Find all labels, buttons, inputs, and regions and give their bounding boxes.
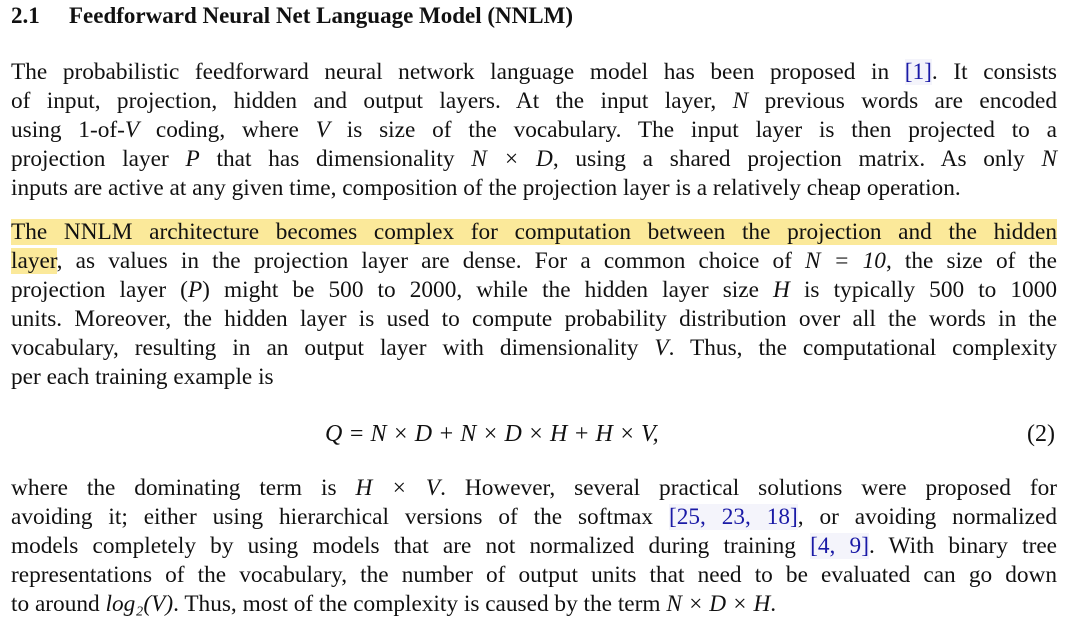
paragraph-1 (11, 58, 1057, 203)
text-span: . It consists (931, 59, 1057, 85)
text-span: , as values in the projection layer are dense. For a common choice of (56, 248, 806, 274)
text-span: coding, where (139, 117, 316, 143)
highlighted-text[interactable]: The NNLM architecture becomes complex for computation between the projection and the hidden (11, 219, 1057, 245)
math-variable: P (185, 146, 200, 172)
text-span: . (770, 591, 777, 617)
citation-link[interactable]: [1] (904, 59, 932, 85)
paragraph-line (11, 218, 1057, 247)
citation-link[interactable]: [25, 23, 18] (668, 504, 798, 530)
paragraph-line (11, 58, 1057, 87)
text-span: where the dominating term is (11, 475, 356, 501)
text-span: . Thus, most of the complexity is caused by the term (173, 591, 667, 617)
math-variable: V (124, 117, 140, 143)
paragraph-2 (11, 218, 1057, 392)
text-span: . Thus, the computational complexity (668, 335, 1057, 361)
text-span: to around (11, 591, 106, 617)
text-span: , using a shared projection matrix. As only (552, 146, 1042, 172)
text-span: , or avoiding normalized (797, 504, 1057, 530)
math-variable: P (187, 277, 203, 303)
paragraph-line (11, 590, 1057, 619)
equation-formula: Q = N × D + N × D × H + H × V, (325, 421, 659, 447)
display-equation (11, 418, 1057, 450)
text-span: using 1-of- (11, 117, 125, 143)
text-span: projection layer (11, 146, 186, 172)
section-title: Feedforward Neural Net Language Model (NNLM) (69, 3, 573, 28)
text-span: projection layer ( (11, 277, 188, 303)
text-span: , the size of the (885, 248, 1057, 274)
equation-number: (2) (1027, 421, 1055, 447)
paragraph-line (11, 276, 1057, 305)
paragraph-line (11, 145, 1057, 174)
paragraph-line (11, 87, 1057, 116)
paragraph-line (11, 247, 1057, 276)
citation-link[interactable]: [4, 9] (810, 533, 869, 559)
text-span: previous words are encoded (748, 88, 1057, 114)
text-span: that has dimensionality (199, 146, 472, 172)
section-number: 2.1 (11, 3, 40, 28)
text-span: . However, several practical solutions were proposed for (440, 475, 1057, 501)
math-variable: N (1041, 146, 1057, 172)
text-span: models completely by using models that are not normalized during training (11, 533, 811, 559)
math-expression: N = 10 (805, 248, 886, 274)
paragraph-line: representations of the vocabulary, the number of output units that need to be evaluated can go down (11, 562, 1057, 588)
text-span: of input, projection, hidden and output layers. At the input layer, (11, 88, 733, 114)
math-variable: H (773, 277, 790, 303)
text-span: is typically 500 to 1000 (789, 277, 1057, 303)
paragraph-line (11, 334, 1057, 363)
text-span: The probabilistic feedforward neural network language model has been proposed in (11, 59, 905, 85)
math-variable: V (315, 117, 330, 143)
text-span: ) might be 500 to 2000, while the hidden layer size (202, 277, 774, 303)
text-span: avoiding it; either using hierarchical versions of the softmax (11, 504, 669, 530)
text-span: . With binary tree (868, 533, 1058, 559)
math-expression: log₂(V) (105, 591, 174, 617)
highlighted-text[interactable]: layer (11, 248, 57, 274)
paragraph-line (11, 532, 1057, 561)
paragraph-line (11, 503, 1057, 532)
paragraph-3 (11, 474, 1057, 619)
paragraph-line: inputs are active at any given time, composition of the projection layer is a relatively cheap operation. (11, 175, 961, 201)
paragraph-line (11, 474, 1057, 503)
paragraph-line: per each training example is (11, 364, 274, 390)
math-expression: N × D × H (666, 591, 771, 617)
text-span: vocabulary, resulting in an output layer with dimensionality (11, 335, 655, 361)
text-span: is size of the vocabulary. The input layer is then projected to a (329, 117, 1057, 143)
paragraph-line (11, 116, 1057, 145)
math-expression: H × V (355, 475, 441, 501)
math-variable: V (654, 335, 669, 361)
section-heading (11, 2, 573, 30)
math-expression: N × D (471, 146, 553, 172)
math-variable: N (732, 88, 749, 114)
paragraph-line: units. Moreover, the hidden layer is used to compute probability distribution over all the words in the (11, 306, 1057, 332)
